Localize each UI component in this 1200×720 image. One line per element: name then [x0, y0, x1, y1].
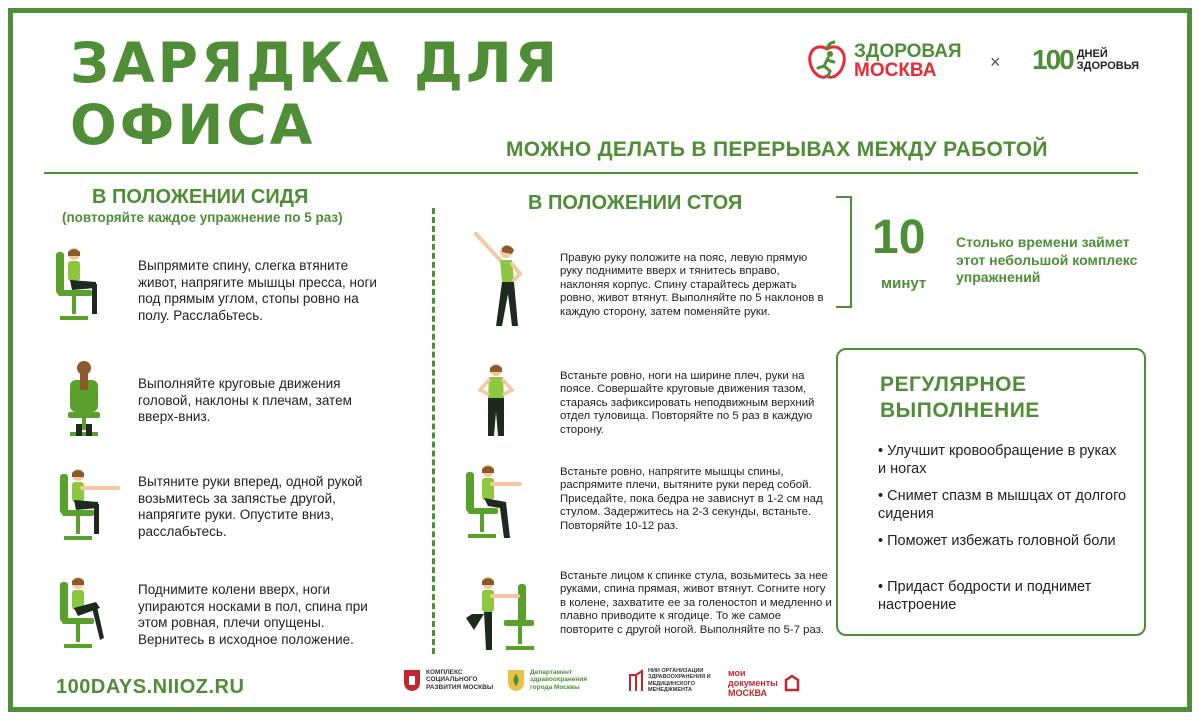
section-divider: [432, 208, 435, 654]
standing-exercise-1: Правую руку положите на пояс, левую прямую руку поднимите вверх и тянитесь вправо, наклоняя корпус. Спину старайтесь держать ровно, живот втянут. Выполняйте по 5 наклонов в каждую сторону, затем поменяйте руки.: [560, 252, 824, 318]
sitting-head-figure: [58, 358, 110, 440]
poster-title: [70, 32, 560, 156]
benefit-4: • Придаст бодрости и поднимет настроение: [878, 579, 1092, 613]
standing-side-bend-figure: [466, 230, 532, 332]
sitting-title: В ПОЛОЖЕНИИ СИДЯ: [92, 186, 309, 208]
standing-squat-figure: [462, 462, 526, 544]
footer-logo-my-documents-label: мои документы МОСКВА: [728, 668, 778, 698]
standing-title: В ПОЛОЖЕНИИ СТОЯ: [528, 192, 743, 214]
title-line-1: ЗАРЯДКА ДЛЯ: [70, 31, 560, 95]
niioz-logo-icon: [628, 669, 644, 693]
time-bracket: [836, 196, 852, 308]
moscow-emblem-icon: [402, 668, 422, 692]
footer-logo-niioz-label: НИИ ОРГАНИЗАЦИИ ЗДРАВООХРАНЕНИЯ И МЕДИЦИНСКОГО МЕНЕДЖМЕНТА: [648, 668, 711, 694]
footer-logo-social-label: КОМПЛЕКС СОЦИАЛЬНОГО РАЗВИТИЯ МОСКВЫ: [426, 668, 494, 691]
sitting-exercise-3: Вытяните руки вперед, одной рукой возьмитесь за запястье другой, напрягите руки. Опустите вниз, расслабьтесь.: [138, 474, 363, 539]
benefit-3: • Поможет избежать головной боли: [878, 533, 1116, 549]
my-documents-icon: [784, 674, 800, 692]
time-unit: минут: [881, 275, 927, 292]
health-dept-emblem-icon: [506, 668, 526, 692]
header-divider: [44, 172, 1138, 174]
brand-line-2: МОСКВА: [854, 60, 937, 81]
footer-logo-health-dept: [506, 668, 600, 692]
brand-separator: ×: [990, 52, 1001, 72]
sitting-exercise-2: Выполняйте круговые движения головой, наклоны к плечам, затем вверх-вниз.: [138, 376, 352, 424]
apple-runner-icon: [806, 40, 848, 82]
benefit-2: • Снимет спазм в мышцах от долгого сидения: [878, 488, 1127, 522]
standing-quad-stretch-figure: [458, 574, 542, 656]
standing-exercise-3: Встаньте ровно, напрягите мышцы спины, распрямите плечи, вытяните руки перед собой. Приседайте, пока бедра не зависнут в 1-2 см над стулом. Задержитесь на 2-3 секунды, встаньте. Повторяйте 10-12 раз.: [560, 466, 823, 532]
subheading: МОЖНО ДЕЛАТЬ В ПЕРЕРЫВАХ МЕЖДУ РАБОТОЙ: [506, 138, 1048, 161]
days-label-2: ЗДОРОВЬЯ: [1076, 60, 1140, 72]
days-number: 100: [1032, 44, 1073, 75]
standing-exercise-4: Встаньте лицом к спинке стула, возьмитесь за нее руками, спина прямая, живот втянут. Согните ногу в колене, захватите ее за голеностоп и медленно и плавно приводите к ягодице. То же самое повторите с другой ногой. Выполняйте по 5-7 раз.: [560, 570, 832, 636]
footer-logo-niioz: [628, 668, 712, 694]
website-url: 100DAYS.NIIOZ.RU: [56, 676, 245, 698]
benefits-title: РЕГУЛЯРНОЕ ВЫПОЛНЕНИЕ: [880, 373, 1040, 422]
brand-line-1: ЗДОРОВАЯ: [854, 41, 962, 62]
standing-hip-circles-figure: [476, 362, 516, 440]
sitting-exercise-1: Выпрямите спину, слегка втяните живот, напрягите мышцы пресса, ноги под прямым углом, стопы ровно на полу. Расслабьтесь.: [138, 258, 377, 323]
footer-logo-my-documents: [724, 668, 800, 698]
sitting-exercise-4: Поднимите колени вверх, ноги упираются носками в пол, спина при этом ровная, плечи опущены. Вернитесь в исходное положение.: [138, 582, 368, 647]
footer-logo-health-dept-label: Департамент здравоохранения города Москвы: [530, 668, 588, 691]
sitting-knees-up-figure: [56, 574, 116, 654]
days-label-1: ДНЕЙ: [1076, 48, 1108, 60]
time-note: Столько времени займет этот небольшой комплекс упражнений: [956, 234, 1138, 285]
sitting-arms-forward-figure: [56, 466, 128, 546]
benefit-1: • Улучшит кровообращение в руках и ногах: [878, 443, 1117, 477]
sitting-straight-figure: [52, 244, 112, 324]
zdorovaya-moskva-logo: [806, 40, 962, 82]
sitting-note: (повторяйте каждое упражнение по 5 раз): [62, 210, 343, 225]
time-number: 10: [872, 211, 926, 264]
standing-exercise-2: Встаньте ровно, ноги на ширине плеч, руки на поясе. Совершайте круговые движения тазом, стараясь зафиксировать неподвижным верхний отдел туловища. Повторяйте по 5 раз в каждую сторону.: [560, 370, 815, 436]
footer-logo-social: [402, 668, 496, 692]
100-days-logo: [1032, 46, 1139, 74]
title-line-2: ОФИСА: [70, 93, 316, 157]
